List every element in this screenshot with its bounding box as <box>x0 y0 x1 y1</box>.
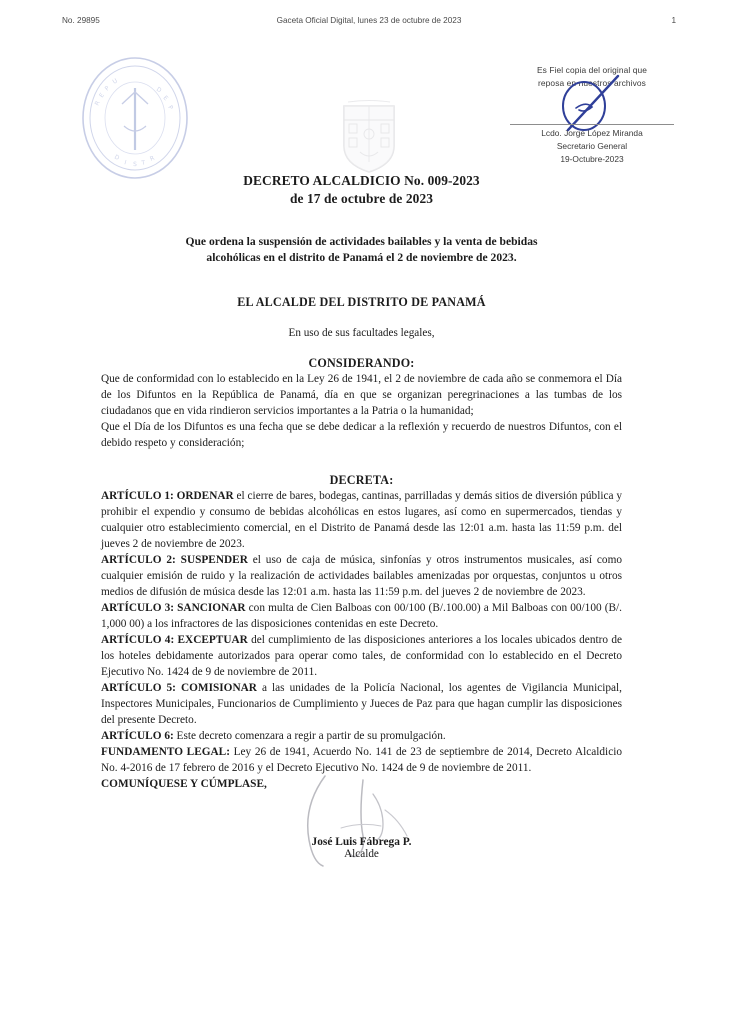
legal-basis-paragraph <box>101 744 622 776</box>
emblem-band <box>0 52 738 172</box>
article-label: ARTÍCULO 2: SUSPENDER <box>101 553 248 566</box>
considerando-paragraph: Que de conformidad con lo establecido en la Ley 26 de 1941, el 2 de noviembre de cada año se conmemora el Día de los Difuntos en la República de Panamá, día en que se organizan peregrinaciones a las tumbas de los ciudadanos que en vida rindieron servicios importantes a la Patria o la humanidad; <box>101 372 622 417</box>
certification-divider <box>510 124 674 125</box>
decree-title-line-2: de 17 de octubre de 2023 <box>289 190 434 206</box>
handwritten-signature-icon <box>267 774 457 884</box>
svg-text:P: P <box>103 84 112 93</box>
svg-text:E: E <box>161 94 170 103</box>
legal-basis-text: Ley 26 de 1941, Acuerdo No. 141 de 23 de septiembre de 2014, Decreto Alcaldicio No. 4-2016 de 17 febrero de 2016 y el Decreto Ejecutivo No. 1424 de 9 de noviembre de 2011. <box>101 746 622 775</box>
closing-statement: COMUNÍQUESE Y CÚMPLASE, <box>101 778 267 791</box>
article-text: con multa de Cien Balboas con 00/100 (B/.100.00) a Mil Balboas con 00/100 (B/. 1,000 00) a los infractores de las disposiciones contenidas en este Decreto. <box>101 601 622 630</box>
certification-stamp <box>508 64 676 166</box>
page-number: 1 <box>671 15 676 25</box>
decree-subtitle <box>101 234 622 267</box>
article-text: a las unidades de la Policía Nacional, los agentes de Vigilancia Municipal, Inspectores Municipales, Funcionarios de Cumplimiento y Jueces de Paz para que hagan cumplir las disposiciones del presente Decreto. <box>101 682 622 727</box>
authority-heading: EL ALCALDE DEL DISTRITO DE PANAMÁ <box>237 294 486 309</box>
article-text: el uso de caja de música, sinfonías y otros instrumentos musicales, así como cualquier emisión de ruido y la realización de actividades bailables amenizadas por orquestas, conjuntos u otros medios de difusión de música desde las 12:01 a.m. hasta las 11:59 p.m. del jueves 2 de noviembre de 2023. <box>101 553 623 598</box>
authority-subline: En uso de sus facultades legales, <box>288 326 435 339</box>
article-label: ARTÍCULO 6: <box>101 730 174 743</box>
legal-basis-label: FUNDAMENTO LEGAL: <box>101 746 230 759</box>
article-text: Este decreto comenzara a regir a partir de su promulgación. <box>173 730 446 743</box>
decree-body <box>101 172 622 860</box>
article-label: ARTÍCULO 1: ORDENAR <box>101 489 234 502</box>
article-paragraph <box>101 680 622 728</box>
certification-line-1: Es Fiel copia del original que <box>536 65 648 75</box>
article-text: del cumplimiento de las disposiciones anteriores a los locales ubicados dentro de los hoteles debidamente autorizados para operar como tales, de conformidad con lo establecido en el Decreto Ejecutivo No. 1424 de 9 de noviembre de 2011. <box>101 634 622 679</box>
svg-text:R: R <box>93 99 102 107</box>
considering-heading: CONSIDERANDO: <box>308 355 415 370</box>
svg-text:D: D <box>113 153 121 162</box>
article-paragraph <box>101 728 622 744</box>
svg-text:R: R <box>148 154 156 163</box>
certification-line-2: reposa en nuestros archivos <box>538 78 646 89</box>
article-label: ARTÍCULO 5: COMISIONAR <box>101 682 257 695</box>
decree-title-line-1: DECRETO ALCALDICIO No. 009-2023 <box>243 173 480 188</box>
municipal-round-seal-icon <box>78 54 192 182</box>
gazette-publication-line: Gaceta Oficial Digital, lunes 23 de octubre de 2023 <box>276 15 462 25</box>
article-paragraph <box>101 632 622 680</box>
certifying-official-role: Secretario General <box>556 141 628 152</box>
decree-title <box>101 172 622 208</box>
gazette-number: No. 29895 <box>62 15 100 25</box>
article-paragraph <box>101 552 622 600</box>
svg-text:P: P <box>166 104 175 112</box>
panama-city-coat-of-arms-icon <box>338 100 400 174</box>
certification-date: 19-Octubre-2023 <box>560 154 624 165</box>
article-label: ARTÍCULO 3: SANCIONAR <box>101 601 246 614</box>
svg-text:E: E <box>98 91 106 100</box>
signer-name: José Luis Fábrega P. <box>311 836 412 849</box>
svg-text:D: D <box>154 85 163 95</box>
svg-text:S: S <box>132 161 137 169</box>
gaceta-running-header <box>62 13 676 27</box>
article-text: el cierre de bares, bodegas, cantinas, parrilladas y demás sitios de diversión pública y prohibir el expendio y consumo de bebidas alcohólicas en estos lugares, así como en supermercados, tiendas y cualquier otro establecimiento comercial, en el Distrito de Panamá desde las 12:01 a.m. hasta las 11:59 p.m. del jueves 2 de noviembre de 2023. <box>101 489 622 550</box>
considerando-paragraph: Que el Día de los Difuntos es una fecha que se debe dedicar a la reflexión y recuerdo de nuestros Difuntos, con el debido respeto y consideración; <box>101 420 622 449</box>
signer-role: Alcalde <box>344 848 379 861</box>
article-label: ARTÍCULO 4: EXCEPTUAR <box>101 634 248 646</box>
decrees-heading: DECRETA: <box>329 472 394 487</box>
svg-text:I: I <box>123 159 128 167</box>
article-paragraph <box>101 600 622 632</box>
decree-subtitle-line-2: alcohólicas en el distrito de Panamá el 2 de noviembre de 2023. <box>206 251 517 265</box>
blue-signature-flourish-icon <box>508 90 676 124</box>
svg-text:U: U <box>111 77 119 86</box>
article-paragraph <box>101 488 622 552</box>
svg-text:T: T <box>140 159 147 167</box>
signature-block <box>101 836 622 860</box>
decree-subtitle-line-1: Que ordena la suspensión de actividades bailables y la venta de bebidas <box>185 234 538 248</box>
certifying-official-name: Lcdo. Jorge López Miranda <box>541 128 643 139</box>
